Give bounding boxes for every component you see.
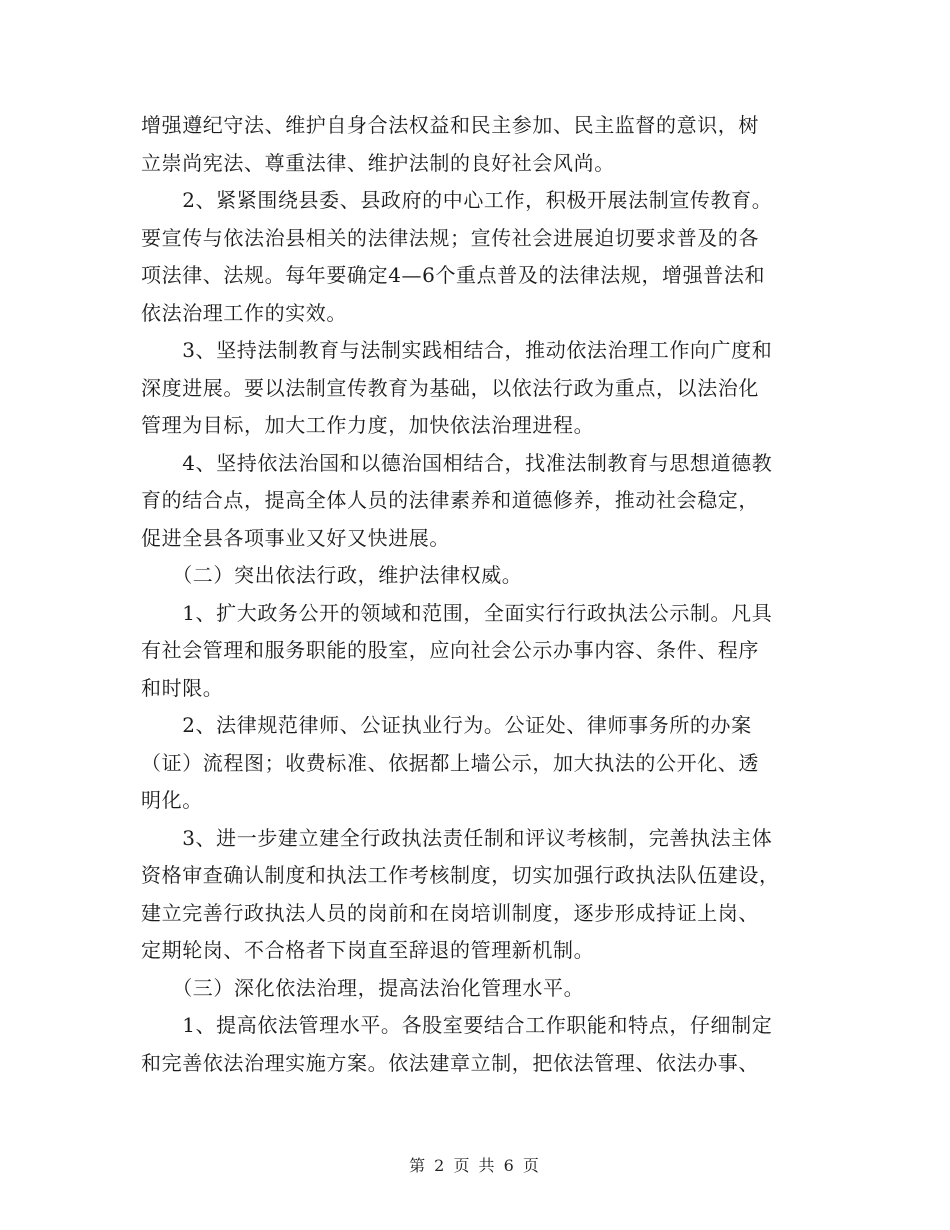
text-line: 1、提高依法管理水平。各股室要结合工作职能和特点，仔细制定 bbox=[141, 1013, 773, 1037]
text-line: 育的结合点，提高全体人员的法律素养和道德修养，推动社会稳定， bbox=[141, 488, 759, 512]
text-line: 有社会管理和服务职能的股室，应向社会公示办事内容、条件、程序 bbox=[141, 638, 759, 662]
text-line: 促进全县各项事业又好又快进展。 bbox=[141, 525, 450, 550]
text-line: 增强遵纪守法、维护自身合法权益和民主参加、民主监督的意识，树 bbox=[141, 113, 759, 137]
section-heading: （三）深化依法治理，提高法治化管理水平。 bbox=[141, 975, 585, 1000]
body-text bbox=[141, 107, 809, 1082]
text-line: 要宣传与依法治县相关的法律法规；宣传社会进展迫切要求普及的各 bbox=[141, 225, 759, 250]
text-line: 管理为目标，加大工作力度，加快依法治理进程。 bbox=[141, 413, 595, 437]
section-heading: （二）突出依法行政，维护法律权威。 bbox=[141, 563, 523, 587]
text-line: 资格审查确认制度和执法工作考核制度，切实加强行政执法队伍建设， bbox=[141, 863, 780, 887]
text-line: 依法治理工作的实效。 bbox=[141, 300, 347, 325]
text-line: 和时限。 bbox=[141, 675, 224, 700]
text-line: 3、坚持法制教育与法制实践相结合，推动依法治理工作向广度和 bbox=[141, 338, 773, 362]
text-line: 建立完善行政执法人员的岗前和在岗培训制度，逐步形成持证上岗、 bbox=[141, 900, 759, 925]
text-line: （证）流程图；收费标准、依据都上墙公示，加大执法的公开化、透 bbox=[141, 750, 759, 775]
text-line: 定期轮岗、不合格者下岗直至辞退的管理新机制。 bbox=[141, 938, 595, 962]
text-line: 4、坚持依法治国和以德治国相结合，找准法制教育与思想道德教 bbox=[141, 450, 773, 475]
text-line: 立崇尚宪法、尊重法律、维护法制的良好社会风尚。 bbox=[141, 150, 615, 175]
text-line: 2、法律规范律师、公证执业行为。公证处、律师事务所的办案 bbox=[141, 713, 752, 737]
text-line: 2、紧紧围绕县委、县政府的中心工作，积极开展法制宣传教育。 bbox=[141, 188, 773, 212]
text-line: 和完善依法治理实施方案。依法建章立制，把依法管理、依法办事、 bbox=[141, 1050, 759, 1075]
text-line: 1、扩大政务公开的领域和范围，全面实行行政执法公示制。凡具 bbox=[141, 600, 773, 625]
text-line: 项法律、法规。每年要确定4—6个重点普及的法律法规，增强普法和 bbox=[141, 263, 766, 287]
text-line: 深度进展。要以法制宣传教育为基础，以依法行政为重点，以法治化 bbox=[141, 375, 759, 400]
text-line: 明化。 bbox=[141, 788, 203, 812]
page-number-footer: 第 2 页 共 6 页 bbox=[409, 1156, 541, 1175]
text-line: 3、进一步建立建全行政执法责任制和评议考核制，完善执法主体 bbox=[141, 825, 773, 850]
